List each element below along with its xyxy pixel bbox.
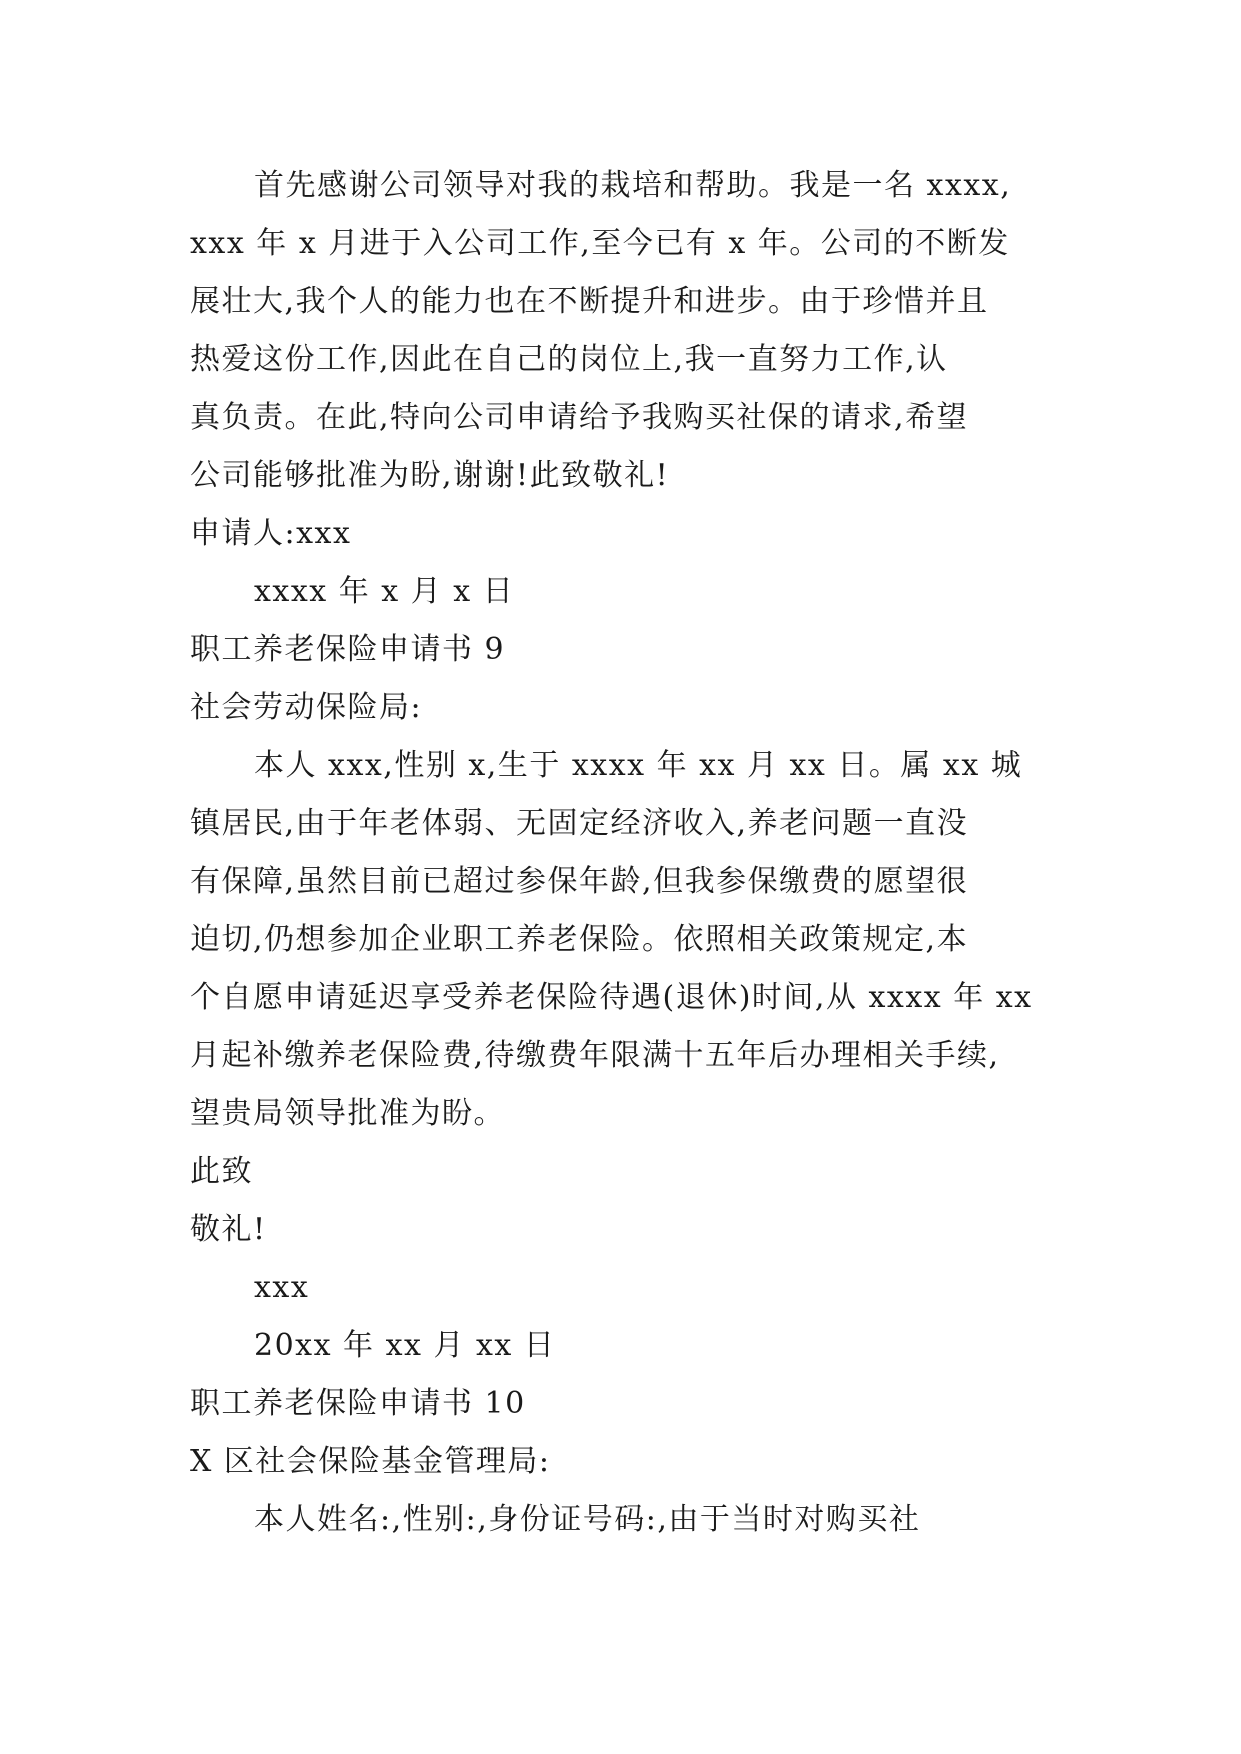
text-line: 有保障,虽然目前已超过参保年龄,但我参保缴费的愿望很 — [190, 864, 969, 899]
signature-line: xxx — [254, 1270, 310, 1305]
salutation-line: 社会劳动保险局: — [190, 690, 423, 725]
text-line: xxx 年 x 月进于入公司工作,至今已有 x 年。公司的不断发 — [190, 226, 1010, 261]
text-line: 望贵局领导批准为盼。 — [190, 1096, 505, 1131]
closing-line: 敬礼! — [190, 1212, 267, 1247]
section-title: 职工养老保险申请书 9 — [190, 632, 506, 667]
text-line: 展壮大,我个人的能力也在不断提升和进步。由于珍惜并且 — [190, 284, 989, 319]
text-line: 迫切,仍想参加企业职工养老保险。依照相关政策规定,本 — [190, 922, 969, 957]
text-line: 个自愿申请延迟享受养老保险待遇(退休)时间,从 xxxx 年 xx — [190, 980, 1033, 1015]
section-title: 职工养老保险申请书 10 — [190, 1386, 526, 1421]
text-line: 公司能够批准为盼,谢谢!此致敬礼! — [190, 458, 670, 493]
text-line: 月起补缴养老保险费,待缴费年限满十五年后办理相关手续, — [190, 1038, 1000, 1073]
closing-line: 此致 — [190, 1154, 253, 1189]
text-line: 本人姓名:,性别:,身份证号码:,由于当时对购买社 — [254, 1502, 921, 1537]
date-line: xxxx 年 x 月 x 日 — [254, 574, 515, 609]
text-line: 本人 xxx,性别 x,生于 xxxx 年 xx 月 xx 日。属 xx 城 — [254, 748, 1023, 783]
text-line: 镇居民,由于年老体弱、无固定经济收入,养老问题一直没 — [190, 806, 969, 841]
text-line: 首先感谢公司领导对我的栽培和帮助。我是一名 xxxx, — [254, 168, 1012, 203]
applicant-line: 申请人:xxx — [190, 516, 352, 551]
text-line: 热爱这份工作,因此在自己的岗位上,我一直努力工作,认 — [190, 342, 948, 377]
text-line: 真负责。在此,特向公司申请给予我购买社保的请求,希望 — [190, 400, 969, 435]
date-line: 20xx 年 xx 月 xx 日 — [254, 1328, 556, 1363]
salutation-line: X 区社会保险基金管理局: — [190, 1444, 551, 1479]
